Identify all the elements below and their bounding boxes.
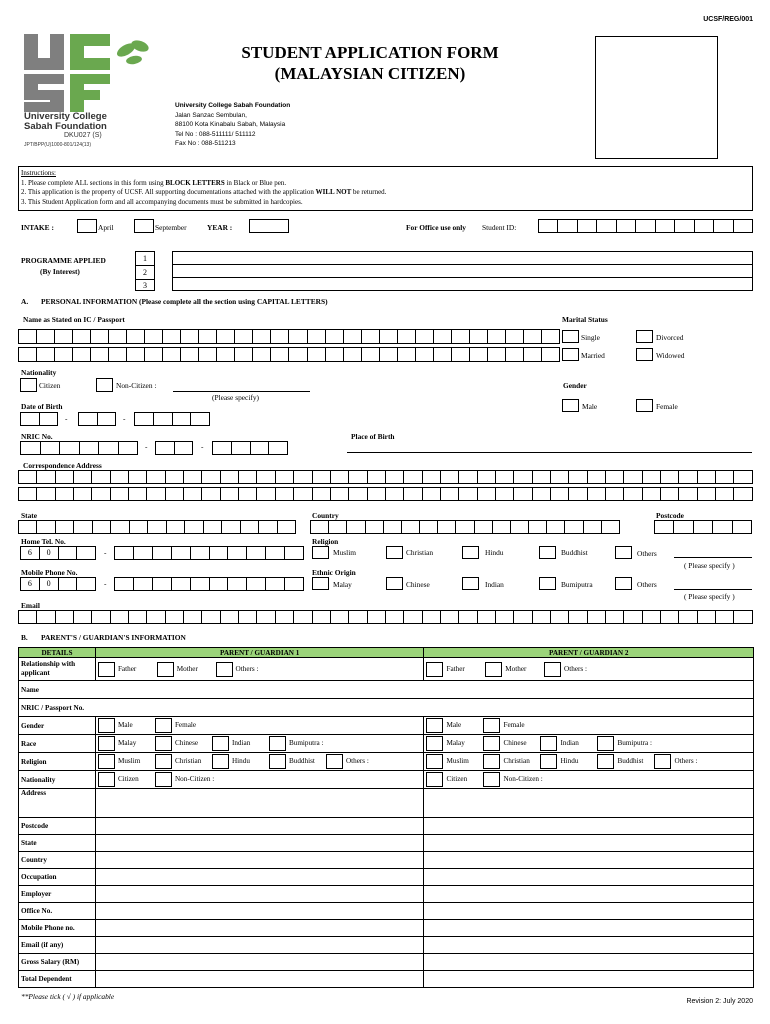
g1-chinese-label: Chinese (174, 739, 199, 748)
year-input[interactable] (249, 219, 289, 233)
name-label: Name as Stated on IC / Passport (23, 315, 125, 324)
mobile-digit-0: 0 (40, 578, 59, 590)
ethnic-specify-hint: ( Please specify ) (684, 592, 735, 601)
office-use-label: For Office use only (406, 223, 467, 232)
intake-september-label: September (155, 223, 187, 232)
programme-label: PROGRAMME APPLIED (21, 256, 106, 265)
state-label: State (21, 511, 38, 520)
g2-mobile[interactable] (424, 920, 754, 937)
section-a-title: PERSONAL INFORMATION (Please complete all the section using CAPITAL LETTERS) (41, 297, 328, 306)
g2-female-checkbox[interactable] (483, 718, 500, 733)
address-input-row-1[interactable] (18, 470, 753, 484)
row-employer-label: Employer (19, 886, 96, 903)
row-state-label: State (19, 835, 96, 852)
widowed-label: Widowed (656, 351, 685, 360)
row-gross-salary-label: Gross Salary (RM) (19, 954, 96, 971)
guardian-2-relationship (424, 658, 754, 681)
row-email-label: Email (if any) (19, 937, 96, 954)
ethnic-bumiputra-checkbox[interactable] (539, 577, 556, 590)
dob-label: Date of Birth (21, 402, 63, 411)
row-office-no-label: Office No. (19, 903, 96, 920)
student-id-input[interactable] (538, 219, 753, 233)
gender-label: Gender (563, 381, 587, 390)
intake-label: INTAKE : (21, 223, 54, 232)
religion-muslim-label: Muslim (333, 548, 356, 557)
g1-chinese-checkbox[interactable] (155, 736, 172, 751)
g1-mobile[interactable] (95, 920, 424, 937)
instruction-3: 3. This Student Application form and all accompanying documents must be submitted in hardcopies. (21, 197, 303, 206)
row-country-label: Country (19, 852, 96, 869)
logo-line-1: University College (24, 111, 107, 122)
g1-malay-label: Malay (117, 739, 137, 748)
religion-hindu-checkbox[interactable] (462, 546, 479, 559)
g1-others-label: Others : (235, 664, 259, 673)
guardian-table (18, 647, 754, 988)
male-label: Male (582, 402, 598, 411)
g2-bumiputra-label: Bumiputra : (617, 739, 652, 748)
g2-employer[interactable] (424, 886, 754, 903)
g1-email[interactable] (95, 937, 424, 954)
programme-choice-3[interactable] (172, 277, 753, 291)
g2-office-no[interactable] (424, 903, 754, 920)
single-label: Single (581, 333, 600, 342)
state-input[interactable] (18, 520, 296, 534)
ucsf-logo (22, 32, 157, 150)
relationship-label: Relationship with applicant (19, 658, 96, 681)
g1-father-label: Father (117, 664, 137, 673)
place-of-birth-label: Place of Birth (351, 432, 395, 441)
ethnic-others-label: Others (637, 580, 657, 589)
address-input-row-2[interactable] (18, 487, 753, 501)
divorced-checkbox[interactable] (636, 330, 653, 343)
nric-part-1[interactable] (20, 441, 138, 455)
g2-christian-checkbox[interactable] (483, 754, 500, 769)
g2-muslim-checkbox[interactable] (426, 754, 443, 769)
g2-chinese-label: Chinese (503, 739, 527, 748)
g2-state[interactable] (424, 835, 754, 852)
home-tel-input[interactable] (114, 546, 304, 560)
g2-buddhist-label: Buddhist (617, 757, 644, 766)
dob-dash-2: - (123, 414, 126, 423)
g1-religion-others-label: Others : (345, 757, 369, 766)
citizen-checkbox[interactable] (20, 378, 37, 392)
religion-christian-label: Christian (406, 548, 434, 557)
religion-others-label: Others (637, 549, 657, 558)
g1-citizen-checkbox[interactable] (98, 772, 115, 787)
g1-noncitizen-checkbox[interactable] (155, 772, 172, 787)
year-label: YEAR : (207, 223, 233, 232)
row-religion-label: Religion (19, 753, 96, 771)
g2-chinese-checkbox[interactable] (483, 736, 500, 751)
single-checkbox[interactable] (562, 330, 579, 343)
mobile-label: Mobile Phone No. (21, 568, 78, 577)
email-label: Email (21, 601, 40, 610)
g2-father-checkbox[interactable] (426, 662, 443, 677)
g2-hindu-label: Hindu (560, 757, 579, 766)
programme-choice-1[interactable] (172, 251, 753, 265)
programme-number-1: 1 (136, 252, 154, 266)
programme-choice-2[interactable] (172, 264, 753, 278)
guardian-1-header: PARENT / GUARDIAN 1 (95, 648, 424, 658)
g1-occupation[interactable] (95, 869, 424, 886)
g1-employer[interactable] (95, 886, 424, 903)
row-nationality-label: Nationality (19, 771, 96, 789)
g1-mother-checkbox[interactable] (157, 662, 174, 677)
dob-month-input[interactable] (78, 412, 116, 426)
g2-religion-others-checkbox[interactable] (654, 754, 671, 769)
g1-total-dependent[interactable] (95, 971, 424, 988)
g2-male-checkbox[interactable] (426, 718, 443, 733)
logo-line-2: Sabah Foundation (24, 121, 107, 132)
country-input[interactable] (310, 520, 620, 534)
ethnic-chinese-checkbox[interactable] (386, 577, 403, 590)
programme-number-2: 2 (136, 266, 154, 280)
section-a-letter: A. (21, 297, 29, 306)
g1-religion (95, 753, 424, 771)
instructions-heading: Instructions: (21, 169, 56, 177)
g2-bumiputra-checkbox[interactable] (597, 736, 614, 751)
g1-gross-salary[interactable] (95, 954, 424, 971)
nationality-specify-hint: (Please specify) (212, 393, 259, 402)
religion-specify-hint: ( Please specify ) (684, 561, 735, 570)
g1-address[interactable] (95, 789, 424, 818)
g2-address[interactable] (424, 789, 754, 818)
guardian-1-relationship (95, 658, 424, 681)
instruction-2-bold: WILL NOT (315, 188, 352, 196)
g1-bumiputra-label: Bumiputra : (288, 739, 324, 748)
address-fax: Fax No : 088-511213 (175, 140, 236, 147)
female-label: Female (656, 402, 678, 411)
address-line-1: Jalan Sanzac Sembulan, (175, 111, 247, 119)
g1-father-checkbox[interactable] (98, 662, 115, 677)
mobile-dash: - (104, 579, 107, 588)
g1-muslim-label: Muslim (117, 757, 141, 766)
ethnic-bumiputra-label: Bumiputra (561, 580, 593, 589)
intake-april-checkbox[interactable] (77, 219, 97, 233)
ethnic-others-checkbox[interactable] (615, 577, 632, 590)
g1-religion-others-checkbox[interactable] (326, 754, 343, 769)
logo-registration: JPT/BPP(U)1000-801/124(13) (24, 142, 91, 148)
ethnic-label: Ethnic Origin (312, 568, 356, 577)
g2-hindu-checkbox[interactable] (540, 754, 557, 769)
footnote: **Please tick ( √ ) if applicable (21, 992, 115, 1001)
divorced-label: Divorced (656, 333, 684, 342)
instruction-1 (21, 179, 386, 189)
g2-indian-label: Indian (560, 739, 579, 748)
nationality-label: Nationality (21, 368, 57, 377)
programme-number-3: 3 (143, 281, 147, 290)
g1-others-checkbox[interactable] (216, 662, 233, 677)
female-checkbox[interactable] (636, 399, 653, 412)
dob-year-input[interactable] (134, 412, 210, 426)
home-tel-label: Home Tel. No. (21, 537, 66, 546)
g1-malay-checkbox[interactable] (98, 736, 115, 751)
g2-email[interactable] (424, 937, 754, 954)
g2-race (424, 735, 754, 753)
student-id-label: Student ID: (482, 223, 517, 232)
g2-postcode[interactable] (424, 818, 754, 835)
mobile-prefix[interactable] (20, 577, 96, 591)
row-gender-label: Gender (19, 717, 96, 735)
row-total-dependent-label: Total Dependent (19, 971, 96, 988)
g1-christian-checkbox[interactable] (155, 754, 172, 769)
married-checkbox[interactable] (562, 348, 579, 361)
correspondence-label: Correspondence Address (23, 461, 102, 470)
g2-indian-checkbox[interactable] (540, 736, 557, 751)
revision-label: Revision 2: July 2020 (686, 998, 753, 1005)
mobile-digit-6: 6 (21, 578, 40, 590)
g1-buddhist-label: Buddhist (288, 757, 315, 766)
religion-christian-checkbox[interactable] (386, 546, 403, 559)
instructions-box (18, 166, 753, 211)
nric-label: NRIC No. (21, 432, 53, 441)
g1-postcode[interactable] (95, 818, 424, 835)
guardian-2-header: PARENT / GUARDIAN 2 (424, 648, 754, 658)
address-name: University College Sabah Foundation (175, 102, 291, 109)
intake-april-label: April (98, 223, 114, 232)
g1-male-label: Male (117, 721, 133, 730)
g2-religion (424, 753, 754, 771)
instruction-2-tail: be returned. (351, 188, 387, 196)
g1-citizen-label: Citizen (117, 775, 139, 784)
g2-total-dependent[interactable] (424, 971, 754, 988)
g1-nationality (95, 771, 424, 789)
g2-nationality (424, 771, 754, 789)
email-input[interactable] (18, 610, 753, 624)
g1-muslim-checkbox[interactable] (98, 754, 115, 769)
g2-malay-checkbox[interactable] (426, 736, 443, 751)
g2-gross-salary[interactable] (424, 954, 754, 971)
widowed-checkbox[interactable] (636, 348, 653, 361)
home-tel-prefix[interactable] (20, 546, 96, 560)
dob-dash-1: - (65, 414, 68, 423)
religion-buddhist-checkbox[interactable] (539, 546, 556, 559)
g1-gender (95, 717, 424, 735)
g2-malay-label: Malay (446, 739, 465, 748)
g1-hindu-checkbox[interactable] (212, 754, 229, 769)
nric-part-2[interactable] (155, 441, 193, 455)
g2-father-label: Father (446, 664, 465, 673)
male-checkbox[interactable] (562, 399, 579, 412)
g1-race (95, 735, 424, 753)
g1-mother-label: Mother (176, 664, 198, 673)
g1-indian-label: Indian (231, 739, 251, 748)
g1-indian-checkbox[interactable] (212, 736, 229, 751)
g2-others-label: Others : (564, 664, 588, 673)
g1-female-checkbox[interactable] (155, 718, 172, 733)
form-title-line-2: (MALAYSIAN CITIZEN) (274, 64, 466, 83)
row-race-label: Race (19, 735, 96, 753)
g2-mother-label: Mother (505, 664, 527, 673)
g1-bumiputra-checkbox[interactable] (269, 736, 286, 751)
g2-religion-others-label: Others : (674, 757, 698, 766)
instruction-2-text: 2. This application is the property of UCSF. All supporting documentations attached with the application (21, 188, 316, 196)
g1-buddhist-checkbox[interactable] (269, 754, 286, 769)
dob-day-input[interactable] (20, 412, 58, 426)
form-title-line-1: STUDENT APPLICATION FORM (241, 43, 499, 62)
g1-state[interactable] (95, 835, 424, 852)
row-occupation-label: Occupation (19, 869, 96, 886)
country-label: Country (312, 511, 339, 520)
row-mobile-label: Mobile Phone no. (19, 920, 96, 937)
name-input-row-2[interactable] (18, 347, 560, 362)
religion-buddhist-label: Buddhist (561, 548, 588, 557)
nric-dash-2: - (201, 442, 204, 451)
g1-male-checkbox[interactable] (98, 718, 115, 733)
section-b-title: PARENT'S / GUARDIAN'S INFORMATION (41, 633, 186, 642)
home-tel-digit-6: 6 (21, 547, 40, 559)
citizen-label: Citizen (39, 381, 61, 390)
g2-occupation[interactable] (424, 869, 754, 886)
non-citizen-checkbox[interactable] (96, 378, 113, 392)
intake-september-checkbox[interactable] (134, 219, 154, 233)
g2-others-checkbox[interactable] (544, 662, 561, 677)
g1-noncitizen-label: Non-Citizen : (174, 775, 215, 784)
ethnic-indian-label: Indian (485, 580, 504, 589)
details-header: DETAILS (19, 648, 96, 658)
g2-muslim-label: Muslim (446, 757, 469, 766)
name-input-row-1[interactable] (18, 329, 560, 344)
address-line-2: 88100 Kota Kinabalu Sabah, Malaysia (175, 121, 286, 128)
section-b-letter: B. (21, 633, 28, 642)
ethnic-malay-label: Malay (333, 580, 352, 589)
g1-christian-label: Christian (174, 757, 202, 766)
non-citizen-specify-line[interactable] (173, 391, 310, 392)
instruction-1-bold: BLOCK LETTERS (165, 178, 225, 187)
place-of-birth-line[interactable] (347, 452, 752, 453)
g2-noncitizen-label: Non-Citizen : (503, 775, 543, 784)
g2-christian-label: Christian (503, 757, 530, 766)
address-tel: Tel No : 088-511111/ 511112 (175, 130, 256, 138)
g2-country[interactable] (424, 852, 754, 869)
religion-label: Religion (312, 537, 339, 546)
ethnic-chinese-label: Chinese (406, 580, 430, 589)
postcode-input[interactable] (654, 520, 752, 534)
g2-male-label: Male (446, 721, 462, 730)
ethnic-indian-checkbox[interactable] (462, 577, 479, 590)
row-name-label: Name (19, 681, 754, 699)
logo-code: DKU027 (S) (64, 132, 102, 139)
g2-mother-checkbox[interactable] (485, 662, 502, 677)
g2-female-label: Female (503, 721, 525, 730)
g2-citizen-label: Citizen (446, 775, 468, 784)
ethnic-others-line[interactable] (674, 589, 752, 590)
nric-part-3[interactable] (212, 441, 288, 455)
postcode-label: Postcode (656, 511, 684, 520)
non-citizen-label: Non-Citizen : (116, 381, 157, 390)
instruction-1-tail: in Black or Blue pen. (224, 178, 287, 187)
home-tel-dash: - (104, 548, 107, 557)
row-postcode-label: Postcode (19, 818, 96, 835)
g2-buddhist-checkbox[interactable] (597, 754, 614, 769)
religion-others-checkbox[interactable] (615, 546, 632, 559)
university-address (175, 101, 290, 149)
marital-status-label: Marital Status (562, 315, 608, 324)
photo-box[interactable] (595, 36, 718, 159)
document-code: UCSF/REG/001 (703, 16, 753, 23)
g1-office-no[interactable] (95, 903, 424, 920)
g2-gender (424, 717, 754, 735)
g1-country[interactable] (95, 852, 424, 869)
g1-hindu-label: Hindu (231, 757, 250, 766)
married-label: Married (581, 351, 605, 360)
g2-citizen-checkbox[interactable] (426, 772, 443, 787)
ethnic-malay-checkbox[interactable] (312, 577, 329, 590)
instruction-1-text: 1. Please complete ALL sections in this form using (21, 178, 166, 187)
programme-numbers (135, 251, 155, 291)
mobile-input[interactable] (114, 577, 304, 591)
religion-muslim-checkbox[interactable] (312, 546, 329, 559)
religion-hindu-label: Hindu (485, 548, 504, 557)
home-tel-digit-0: 0 (40, 547, 59, 559)
nric-dash-1: - (145, 442, 148, 451)
g2-noncitizen-checkbox[interactable] (483, 772, 500, 787)
programme-sublabel: (By Interest) (40, 267, 80, 276)
instruction-2 (21, 188, 386, 198)
religion-others-line[interactable] (674, 557, 752, 558)
g1-female-label: Female (174, 721, 197, 730)
row-address-label: Address (19, 789, 96, 818)
row-nric-label: NRIC / Passport No. (19, 699, 754, 717)
